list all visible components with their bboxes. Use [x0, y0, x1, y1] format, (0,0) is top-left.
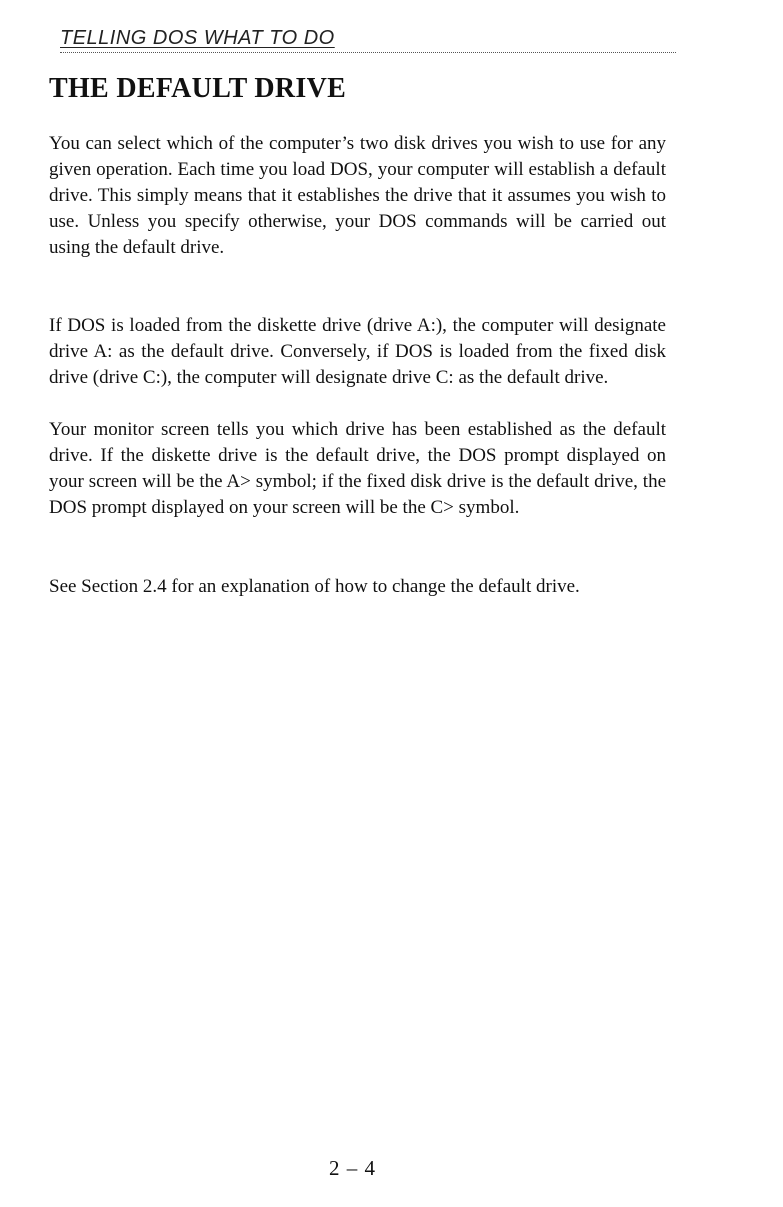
- running-header-text: TELLING DOS WHAT TO DO: [60, 27, 335, 49]
- paragraph-see-section: See Section 2.4 for an explanation of how to change the default drive.: [49, 576, 580, 597]
- paragraph-dos-prompt: Your monitor screen tells you which drive has been established as the default drive. If the diskette drive is the default drive, the DOS prompt displayed on your screen will be the A> symbol; if the fixed disk drive is the default drive, the DOS prompt displayed on your screen will be the C> symbol.: [49, 419, 666, 518]
- paragraph-default-drive-intro: You can select which of the computer’s two disk drives you wish to use for any given operation. Each time you load DOS, your computer will establish a default drive. This simply means that it establishes the drive that it assumes you wish to use. Unless you specify otherwise, your DOS commands will be carried out using the default drive.: [49, 133, 666, 258]
- section-title: THE DEFAULT DRIVE: [49, 73, 347, 104]
- page-number: 2 – 4: [329, 1156, 376, 1180]
- paragraph-drive-designation: If DOS is loaded from the diskette drive (drive A:), the computer will designate drive A: as the default drive. Conversely, if DOS is loaded from the fixed disk drive (drive C:), the computer will designate drive C: as the default drive.: [49, 315, 666, 388]
- running-header: [60, 26, 676, 53]
